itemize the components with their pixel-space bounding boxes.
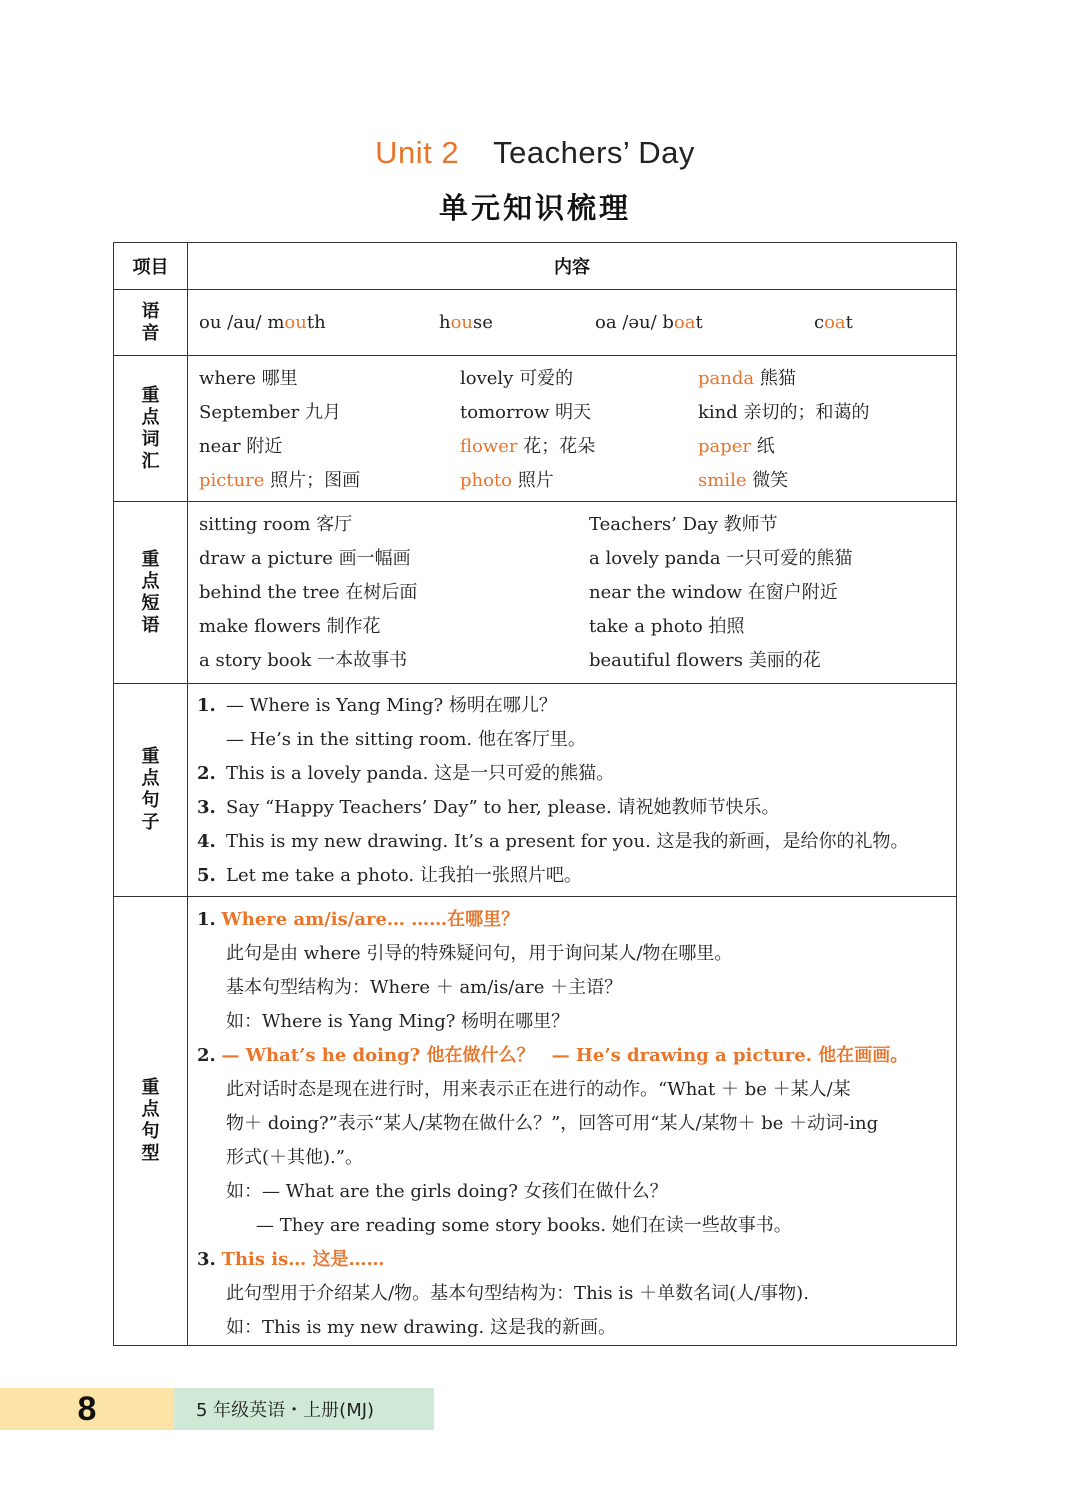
pattern-2-line: 此对话时态是现在进行时，用来表示正在进行的动作。“What ＋ be ＋某人/某 xyxy=(226,1079,851,1100)
vocab-item: photo 照片 xyxy=(460,470,554,491)
pattern-3-title: 3. This is… 这是…… xyxy=(197,1249,385,1270)
unit-number: Unit 2 xyxy=(375,135,460,170)
patterns-row xyxy=(114,897,956,1345)
vocab-item: smile 微笑 xyxy=(698,470,789,491)
sentence-line: — He’s in the sitting room. 他在客厅里。 xyxy=(226,729,586,750)
phrase-item: take a photo 拍照 xyxy=(589,616,745,637)
vocab-item: flower 花；花朵 xyxy=(460,436,596,457)
pattern-2-line: 形式(＋其他).”。 xyxy=(226,1147,363,1168)
vocab-item: panda 熊猫 xyxy=(698,368,796,389)
sentences-content xyxy=(188,684,956,896)
sentences-row xyxy=(114,684,956,897)
phonetics-content xyxy=(188,290,956,355)
phrase-item: behind the tree 在树后面 xyxy=(199,582,418,603)
knowledge-table xyxy=(113,242,957,1346)
phrase-item: Teachers’ Day 教师节 xyxy=(589,514,778,535)
header-col-content: 内容 xyxy=(554,257,590,278)
phrase-item: sitting room 客厅 xyxy=(199,514,353,535)
phrases-row xyxy=(114,502,956,684)
book-title: 5 年级英语・上册(MJ) xyxy=(174,1388,434,1430)
vocab-item: where 哪里 xyxy=(199,368,298,389)
patterns-content xyxy=(188,897,956,1345)
vocab-item: September 九月 xyxy=(199,402,341,423)
sentence-line: 5. Let me take a photo. 让我拍一张照片吧。 xyxy=(197,865,582,886)
phonetic-item: coat xyxy=(814,312,853,333)
phrases-label: 重 点 短 语 xyxy=(114,502,188,683)
pattern-1-line: 基本句型结构为：Where ＋ am/is/are ＋主语？ xyxy=(226,977,623,998)
pattern-2-line: 物＋ doing?”表示“某人/某物在做什么？”，回答可用“某人/某物＋ be ＋动词-ing xyxy=(226,1113,879,1134)
unit-name: Teachers’ Day xyxy=(493,135,695,170)
patterns-label: 重 点 句 型 xyxy=(114,897,188,1345)
phrase-item: beautiful flowers 美丽的花 xyxy=(589,650,821,671)
vocab-item: tomorrow 明天 xyxy=(460,402,592,423)
phonetic-item: ou /au/ mouth xyxy=(199,312,326,333)
phonetics-row xyxy=(114,290,956,356)
vocab-label: 重 点 词 汇 xyxy=(114,356,188,501)
sentence-line: 1. — Where is Yang Ming? 杨明在哪儿？ xyxy=(197,695,557,716)
unit-title xyxy=(0,135,1070,171)
pattern-1-title: 1. Where am/is/are… ……在哪里？ xyxy=(197,909,520,930)
pattern-3-line: 如：This is my new drawing. 这是我的新画。 xyxy=(226,1317,616,1338)
table-header-row xyxy=(114,243,956,290)
vocab-content xyxy=(188,356,956,501)
sentence-line: 4. This is my new drawing. It’s a present for you. 这是我的新画，是给你的礼物。 xyxy=(197,831,909,852)
phrase-item: a story book 一本故事书 xyxy=(199,650,408,671)
vocab-item: picture 照片；图画 xyxy=(199,470,361,491)
phrase-item: draw a picture 画一幅画 xyxy=(199,548,411,569)
vocab-item: kind 亲切的；和蔼的 xyxy=(698,402,870,423)
phrase-item: near the window 在窗户附近 xyxy=(589,582,838,603)
vocab-item: lovely 可爱的 xyxy=(460,368,574,389)
vocab-item: paper 纸 xyxy=(698,436,775,457)
vocab-item: near 附近 xyxy=(199,436,283,457)
phrase-item: make flowers 制作花 xyxy=(199,616,381,637)
sentences-label: 重 点 句 子 xyxy=(114,684,188,896)
pattern-1-line: 如：Where is Yang Ming? 杨明在哪里？ xyxy=(226,1011,570,1032)
phonetic-item: house xyxy=(439,312,493,333)
pattern-2-line: — They are reading some story books. 她们在读一些故事书。 xyxy=(256,1215,792,1236)
phonetics-label: 语 音 xyxy=(114,290,188,355)
page-number: 8 xyxy=(0,1388,174,1430)
sentence-line: 2. This is a lovely panda. 这是一只可爱的熊猫。 xyxy=(197,763,615,784)
vocab-row xyxy=(114,356,956,502)
phonetic-item: oa /əu/ boat xyxy=(595,312,703,333)
pattern-3-line: 此句型用于介绍某人/物。基本句型结构为：This is ＋单数名词(人/事物). xyxy=(226,1283,809,1304)
phrase-item: a lovely panda 一只可爱的熊猫 xyxy=(589,548,853,569)
sentence-line: 3. Say “Happy Teachers’ Day” to her, please. 请祝她教师节快乐。 xyxy=(197,797,780,818)
phrases-content xyxy=(188,502,956,683)
pattern-1-line: 此句是由 where 引导的特殊疑问句，用于询问某人/物在哪里。 xyxy=(226,943,733,964)
header-col-item: 项目 xyxy=(114,243,188,289)
pattern-2-line: 如：— What are the girls doing? 女孩们在做什么？ xyxy=(226,1181,668,1202)
pattern-2-title: 2. — What’s he doing? 他在做什么？ — He’s drawing a picture. 他在画画。 xyxy=(197,1045,909,1066)
section-subtitle: 单元知识梳理 xyxy=(438,191,631,225)
